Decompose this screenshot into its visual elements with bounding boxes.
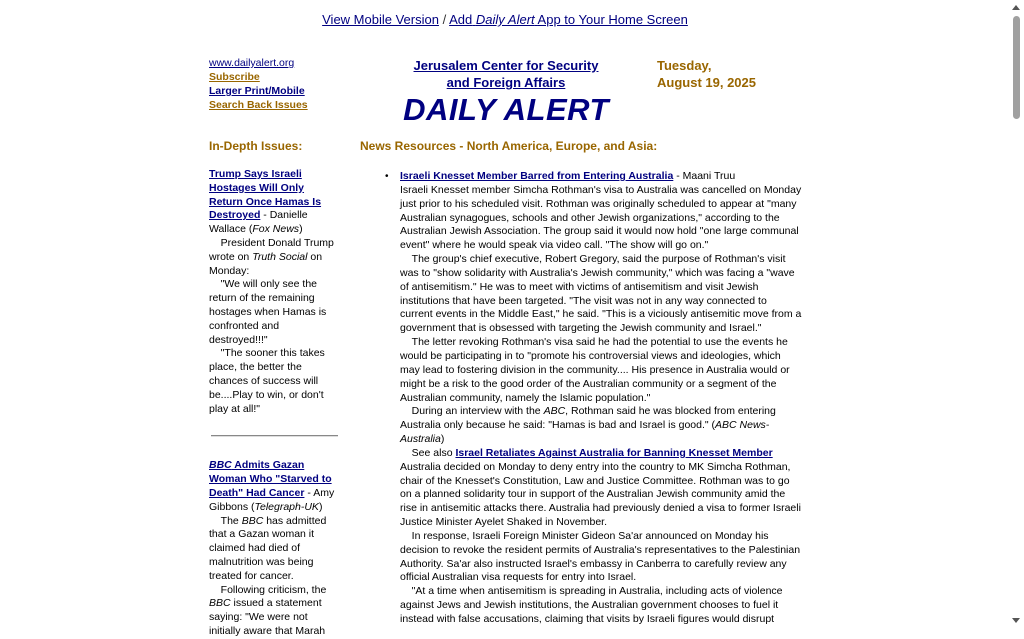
- scroll-down-arrow-icon[interactable]: [1012, 618, 1020, 623]
- add-app-name: Daily Alert: [475, 12, 535, 27]
- scrollbar-thumb[interactable]: [1013, 16, 1020, 119]
- s2-byline: - Amy Gibbons (: [209, 486, 335, 513]
- website-link[interactable]: www.dailyalert.org: [209, 57, 295, 69]
- vertical-scrollbar[interactable]: [1009, 0, 1024, 629]
- p4a: During an interview with the: [411, 405, 544, 418]
- s1-p1b: on Monday:: [209, 250, 323, 277]
- s1-para-1: [209, 237, 339, 278]
- p7-text: "At a time when antisemitism is spreading in Australia, including acts of violence against Jews and Jewish institutions, the Australian government chooses to fuel it instead with false accusations, claiming that visits by Israeli figures would disrupt: [400, 585, 783, 625]
- s2-para-2: [209, 584, 339, 639]
- larger-print-link[interactable]: Larger Print/Mobile: [209, 85, 305, 97]
- p4-abc: ABC: [543, 405, 566, 418]
- issue-date: [657, 57, 756, 91]
- s1-p1-ts: Truth Social: [252, 250, 308, 263]
- header-links: [209, 56, 308, 112]
- scroll-up-arrow-icon[interactable]: [1012, 5, 1020, 10]
- p4-source: ABC News-Australia: [400, 419, 770, 446]
- s2-p2-bbc: BBC: [209, 597, 231, 610]
- s2-p1b: has admitted that a Gazan woman it claimed had died of malnutrition was being treated for cancer.: [209, 514, 327, 582]
- s2-p1-bbc: BBC: [241, 514, 264, 527]
- s2-para-1: [209, 515, 339, 584]
- top-separator: /: [442, 12, 447, 27]
- s2-title: Admits Gazan Woman Who "Starved to Death" Had Cancer: [209, 459, 332, 499]
- see-also: [400, 447, 802, 461]
- s2-p1a: The: [220, 514, 242, 527]
- p6-text: In response, Israeli Foreign Minister Gideon Sa'ar announced on Monday his decision to revoke the resident permits of Australia's representatives to the Palestinian Authority. Sa'ar also instructed Israel's embassy in Canberra to carefully review any official Australian visa requests for entry into Israel.: [400, 529, 801, 584]
- article-title-link[interactable]: Israeli Knesset Member Barred from Entering Australia: [400, 170, 674, 182]
- s1-p2: "We will only see the return of the remaining hostages when Hamas is confronted and destroyed!!!": [209, 278, 327, 346]
- org-name: [400, 57, 612, 91]
- news-resources-heading: News Resources - North America, Europe, and Asia:: [360, 139, 658, 153]
- s2-p2b: issued a statement saying: "We were not initially aware that Marah: [209, 597, 326, 637]
- article-para-7: [400, 585, 802, 627]
- s1-para-3: [209, 347, 339, 416]
- article-para-3: [400, 336, 802, 405]
- see-also-link[interactable]: Israel Retaliates Against Australia for Banning Knesset Member: [455, 446, 773, 459]
- p2-text: The group's chief executive, Robert Gregory, said the purpose of Rothman's visit was to "show solidarity with Australia's Jewish community," which was facing a "wave of antisemitism." He was to meet with victims of antisemitism and visit Jewish institutions that have been targeted. "The visit was not in any way connected to current events in the Middle East," he said. "This is a viciously antisemitic move from a government that is obsessed with targeting the Jewish community and Israel.": [400, 253, 802, 335]
- s2-byline-end: ): [318, 500, 323, 513]
- s1-p1a: President Donald Trump wrote on: [209, 236, 334, 263]
- date-full: August 19, 2025: [657, 75, 756, 90]
- add-app-link[interactable]: [449, 12, 688, 27]
- article-para-4: [400, 405, 802, 447]
- p4b: , Rothman said he was blocked from entering Australia only because he said: "Hamas is bad and Israel is good." (: [400, 405, 776, 432]
- main-article: [385, 170, 802, 627]
- org-line2: and Foreign Affairs: [446, 75, 566, 90]
- article-para-1: Israeli Knesset member Simcha Rothman's visa to Australia was cancelled on Monday just prior to his scheduled visit. Rothman was originally scheduled to appear at "many Australian synagogues, schools and other Jewish organizations," according to the Australian Jewish Association. The group said it would now hold "one large communal event" where he would speak via video call. "The show will go on.": [400, 183, 802, 252]
- top-bar: [0, 12, 1010, 27]
- in-depth-sidebar: [209, 168, 339, 639]
- s2-p2a: Following criticism, the: [220, 583, 327, 596]
- s1-para-2: [209, 278, 339, 347]
- view-mobile-link[interactable]: View Mobile Version: [322, 12, 439, 27]
- p4-end: ): [440, 433, 445, 446]
- sidebar-divider: [211, 435, 338, 437]
- article-para-2: [400, 253, 802, 336]
- article-para-6: [400, 530, 802, 585]
- s1-p3: "The sooner this takes place, the better the chances of success will be....Play to win, or don't play at all!": [209, 347, 325, 415]
- add-post: App to Your Home Screen: [537, 12, 688, 27]
- add-pre: Add: [449, 12, 473, 27]
- s2-bbc: BBC: [209, 459, 232, 472]
- sidebar-item-2-head: [209, 459, 339, 514]
- s2-source: Telegraph-UK: [254, 500, 319, 513]
- p3-text: The letter revoking Rothman's visa said he had the potential to use the events he would be participating in to "promote his controversial views and ideologies, which may lead to fostering division in the community.... His presence in Australia would or might be a risk to the good order of the Australian community or a segment of the Australian community, namely the Islamic population.": [400, 336, 790, 404]
- in-depth-heading: In-Depth Issues:: [209, 139, 303, 153]
- s1-source: Fox News: [252, 223, 300, 236]
- sidebar-story-1-link[interactable]: Trump Says Israeli Hostages Will Only Return Once Hamas Is Destroyed: [209, 168, 322, 222]
- date-weekday: Tuesday,: [657, 58, 712, 73]
- article-byline: - Maani Truu: [673, 170, 736, 182]
- s1-byline-end: ): [299, 223, 303, 236]
- search-back-issues-link[interactable]: Search Back Issues: [209, 99, 308, 111]
- org-link[interactable]: [414, 58, 599, 90]
- masthead-logo: DAILY ALERT: [403, 92, 609, 127]
- s1-byline: - Danielle Wallace (: [209, 209, 308, 236]
- bullet-icon: •: [385, 171, 389, 182]
- sidebar-item-1-head: [209, 168, 339, 237]
- article-para-5: Australia decided on Monday to deny entry into the country to MK Simcha Rothman, chair of the Knesset's Constitution, Law and Justice Committee. Rothman was to go on a planned solidarity tour in support of the Australian Jewish community amid the rise in antisemitic attacks there. Australia had previously denied a visa to former Israeli Justice Minister Ayelet Shaked in November.: [400, 460, 801, 529]
- subscribe-link[interactable]: Subscribe: [209, 71, 260, 83]
- see-also-pre: See also: [411, 446, 456, 459]
- article-headline: [400, 170, 802, 184]
- org-line1: Jerusalem Center for Security: [413, 58, 599, 73]
